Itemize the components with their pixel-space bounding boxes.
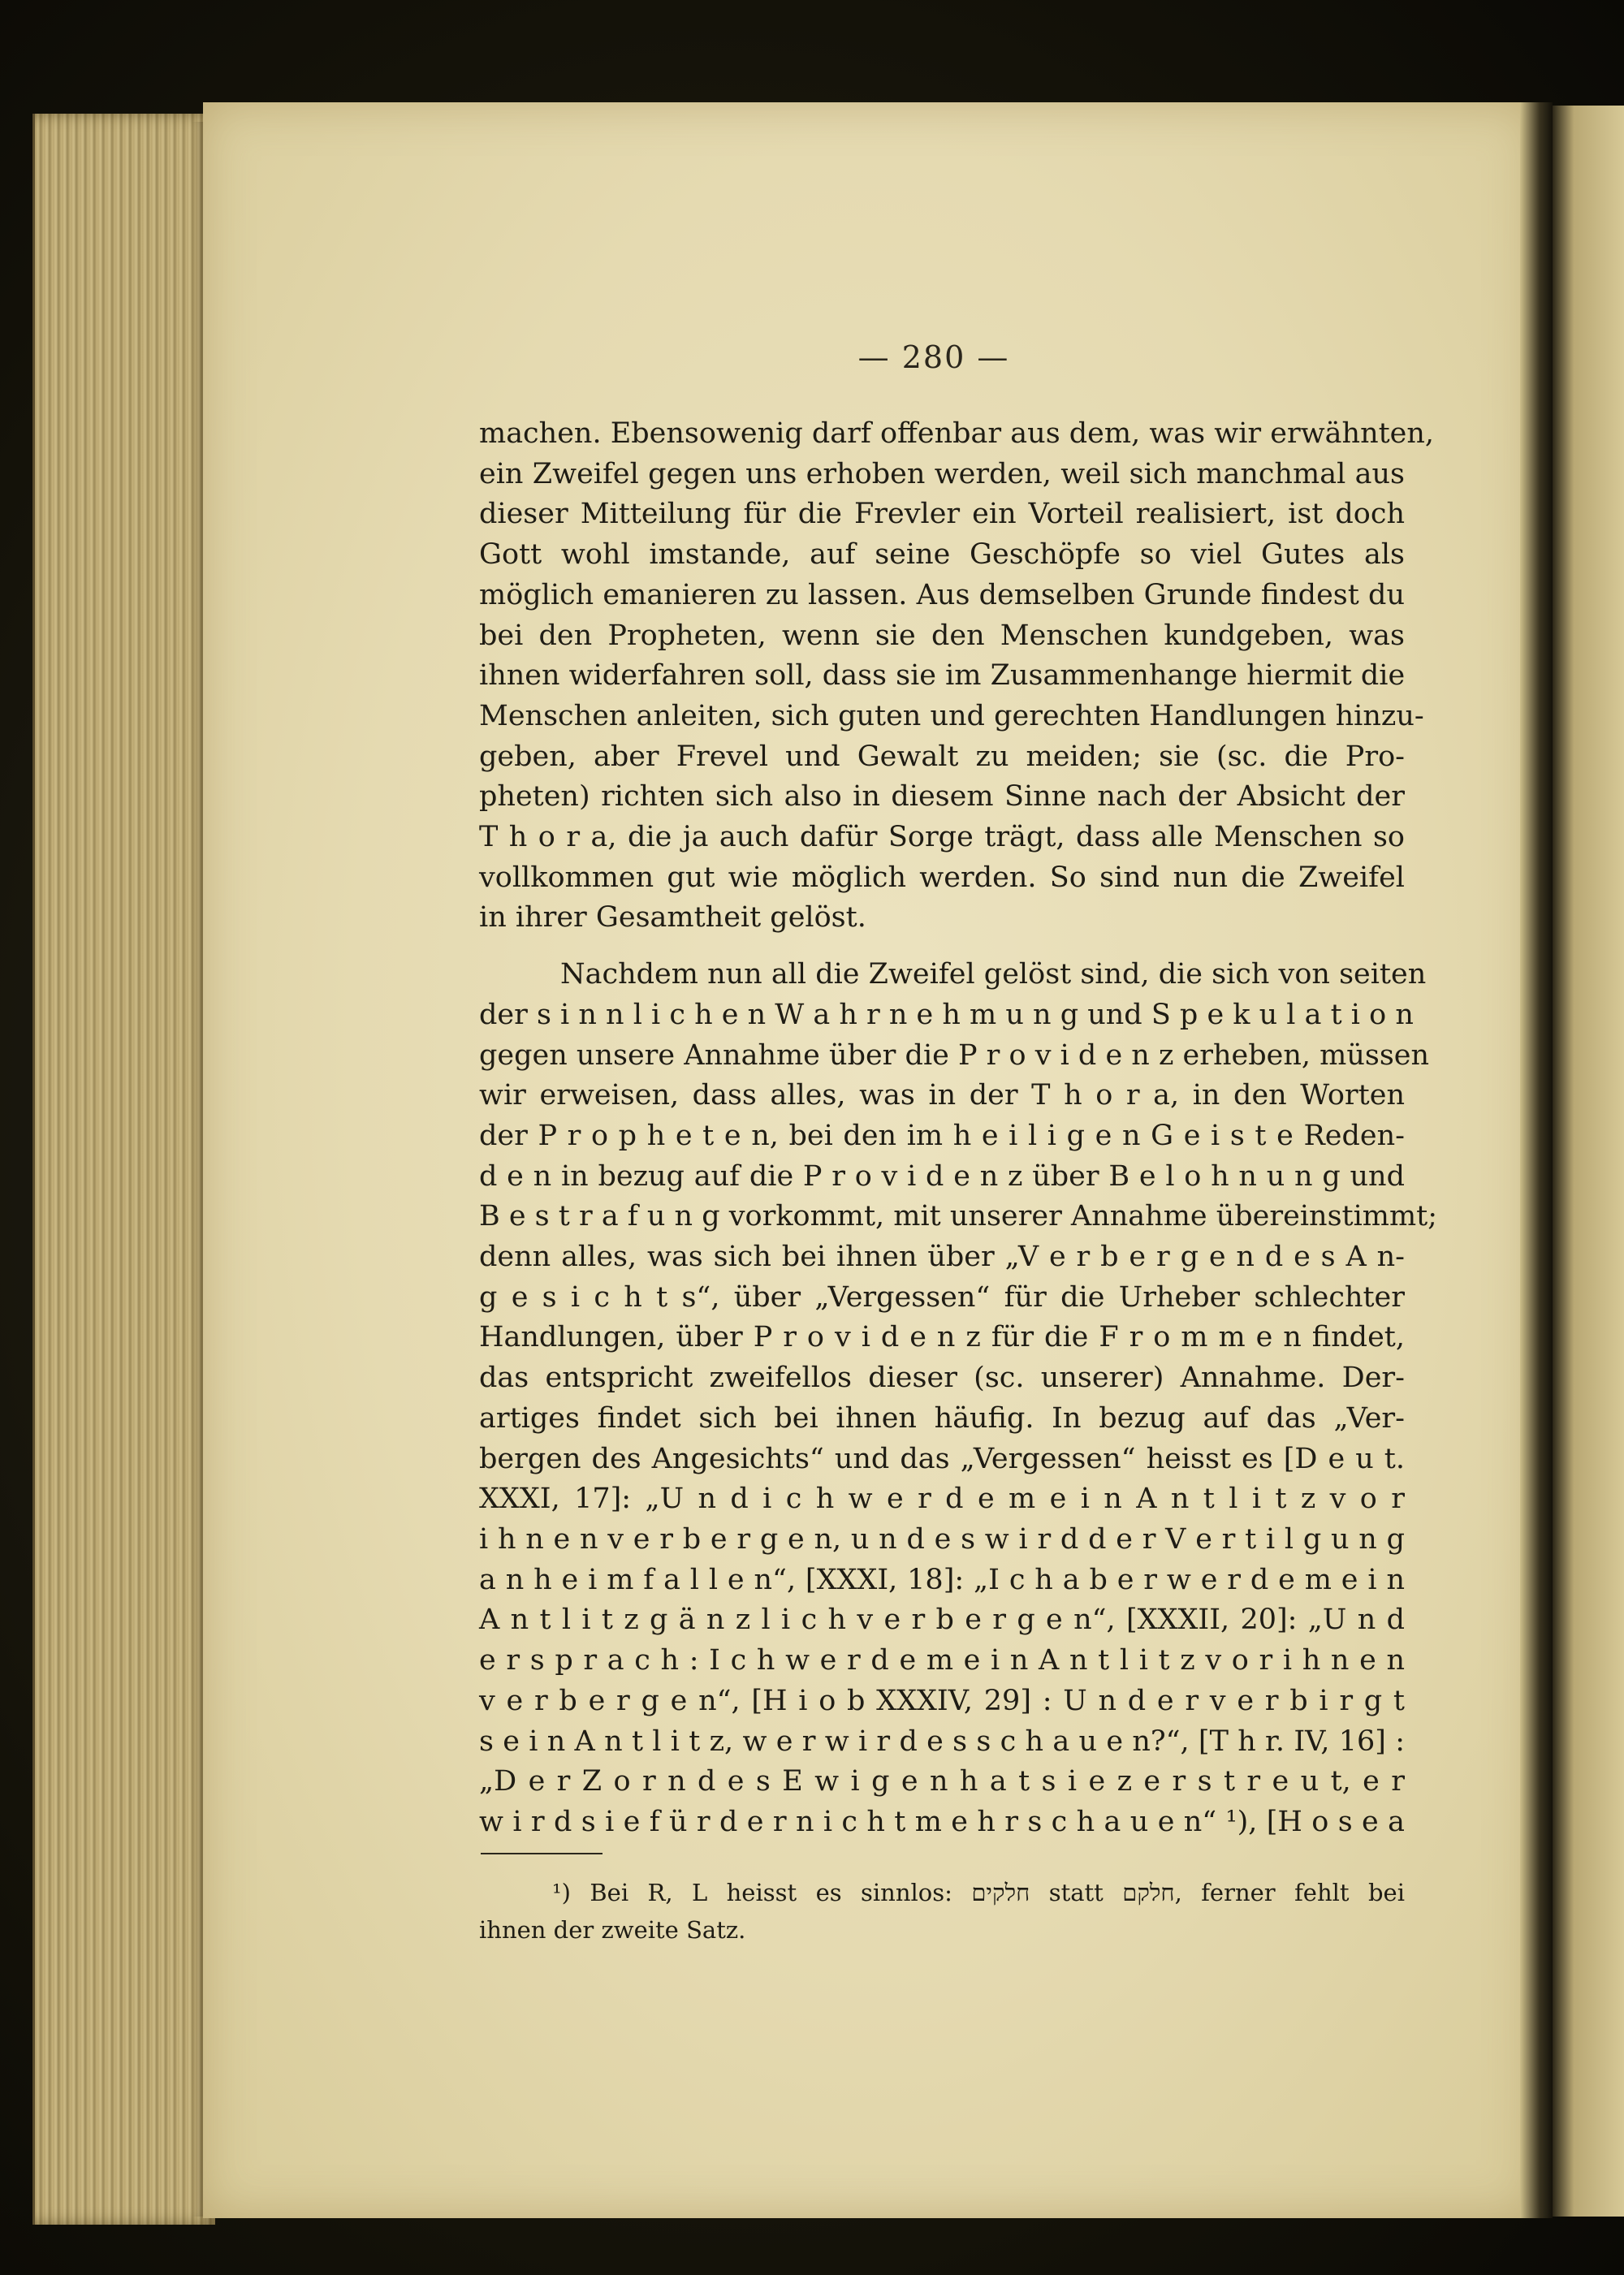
text-line: Nachdem nun all die Zweifel gelöst sind, die sich von seiten xyxy=(560,958,1427,991)
adjacent-page-edge xyxy=(1553,106,1624,2217)
text-line: wir erweisen, dass alles, was in der T h o r a, in den Worten xyxy=(479,1079,1405,1112)
text-line: ihnen widerfahren soll, dass sie im Zusammenhange hiermit die xyxy=(479,659,1406,693)
text-line: d e n in bezug auf die P r o v i d e n z über B e l o h n u n g und xyxy=(479,1159,1405,1193)
text-line: bei den Propheten, wenn sie den Menschen kundgeben, was xyxy=(479,619,1405,652)
page-number: — 280 — xyxy=(857,339,1010,375)
text-line: ein Zweifel gegen uns erhoben werden, weil sich manchmal aus xyxy=(479,457,1405,490)
text-line: XXXI, 17]: „U n d i c h w e r d e m e i n A n t l i t z v o r xyxy=(479,1483,1405,1516)
text-line: e r s p r a c h : I c h w e r d e m e i n A n t l i t z v o r i h n e n xyxy=(479,1644,1405,1677)
text-line: T h o r a, die ja auch dafür Sorge trägt, dass alle Menschen so xyxy=(479,821,1405,854)
book-page-stack xyxy=(32,114,215,2225)
text-line: Gott wohl imstande, auf seine Geschöpfe so viel Gutes als xyxy=(479,538,1405,572)
text-line: a n h e i m f a l l e n“, [XXXI, 18]: „I c h a b e r w e r d e m e i n xyxy=(479,1563,1405,1596)
text-line: bergen des Angesichts“ und das „Vergessen“ heisst es [D e u t. xyxy=(479,1442,1405,1475)
text-line: denn alles, was sich bei ihnen über „V e r b e r g e n d e s A n- xyxy=(479,1241,1405,1274)
text-line: pheten) richten sich also in diesem Sinne nach der Absicht der xyxy=(479,780,1405,814)
text-line: i h n e n v e r b e r g e n, u n d e s w i r d d e r V e r t i l g u n g xyxy=(479,1522,1405,1556)
text-line: „D e r Z o r n d e s E w i g e n h a t s i e z e r s t r e u t, e r xyxy=(479,1765,1405,1798)
footnote-rule xyxy=(481,1853,603,1854)
text-line: machen. Ebensowenig darf offenbar aus dem, was wir erwähnten, xyxy=(479,417,1435,450)
text-line: gegen unsere Annahme über die P r o v i d e n z erheben, müssen xyxy=(479,1038,1430,1072)
text-line: das entspricht zweifellos dieser (sc. unserer) Annahme. Der- xyxy=(479,1362,1405,1395)
body-text xyxy=(479,414,1438,1843)
text-line: s e i n A n t l i t z, w e r w i r d e s s c h a u e n?“, [T h r. IV, 16] : xyxy=(479,1725,1405,1758)
footnote-line: ihnen der zweite Satz. xyxy=(479,1916,746,1944)
paragraph-gap xyxy=(479,939,1405,955)
text-line: vollkommen gut wie möglich werden. So sind nun die Zweifel xyxy=(479,861,1405,894)
book-gutter xyxy=(1520,102,1553,2218)
text-line: A n t l i t z g ä n z l i c h v e r b e r g e n“, [XXXII, 20]: „U n d xyxy=(479,1604,1405,1637)
text-line: v e r b e r g e n“, [H i o b XXXIV, 29] : U n d e r v e r b i r g t xyxy=(479,1684,1405,1717)
footnote xyxy=(479,1874,1405,1949)
text-line: der s i n n l i c h e n W a h r n e h m u n g und S p e k u l a t i o n xyxy=(479,998,1414,1031)
footnote-line: ¹) Bei R, L heisst es sinnlos: חלקים statt חלקם, ferner fehlt bei xyxy=(552,1879,1405,1906)
text-line: w i r d s i e f ü r d e r n i c h t m e h r s c h a u e n“ ¹), [H o s e a xyxy=(479,1805,1405,1838)
text-line: geben, aber Frevel und Gewalt zu meiden; sie (sc. die Pro- xyxy=(479,740,1405,773)
text-line: möglich emanieren zu lassen. Aus demselben Grunde findest du xyxy=(479,578,1405,611)
text-line: der P r o p h e t e n, bei den im h e i l i g e n G e i s t e Reden- xyxy=(479,1119,1405,1152)
text-line: dieser Mitteilung für die Frevler ein Vorteil realisiert, ist doch xyxy=(479,498,1405,531)
text-line: Menschen anleiten, sich guten und gerechten Handlungen hinzu- xyxy=(479,699,1424,732)
text-line: artiges findet sich bei ihnen häufig. In bezug auf das „Ver- xyxy=(479,1401,1405,1435)
text-line: in ihrer Gesamtheit gelöst. xyxy=(479,901,866,935)
text-line: B e s t r a f u n g vorkommt, mit unserer Annahme übereinstimmt; xyxy=(479,1200,1438,1233)
text-line: Handlungen, über P r o v i d e n z für die F r o m m e n findet, xyxy=(479,1321,1405,1354)
text-line: g e s i c h t s“, über „Vergessen“ für die Urheber schlechter xyxy=(479,1280,1405,1314)
